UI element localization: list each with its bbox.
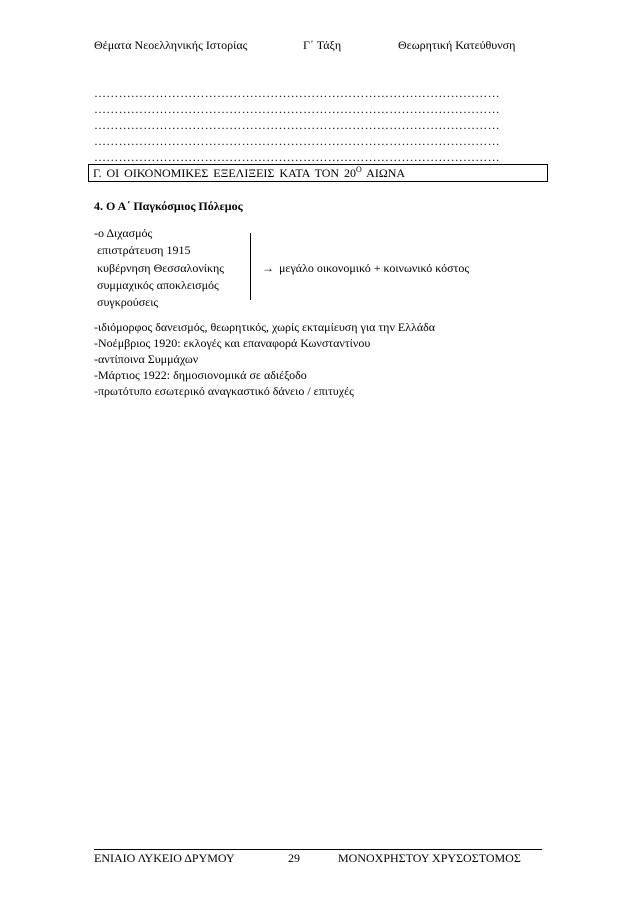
dotted-line: ……………………………………………………………………………………… <box>94 150 500 164</box>
bullet-item: -πρωτότυπο εσωτερικό αναγκαστικό δάνειο / επιτυχές <box>94 384 354 398</box>
bullet-item: -αντίποινα Συμμάχων <box>94 352 199 366</box>
cause-item: κυβέρνηση Θεσσαλονίκης <box>97 261 225 275</box>
dotted-line: ……………………………………………………………………………………… <box>94 118 500 132</box>
bullet-item: -ιδιόμορφος δανεισμός, θεωρητικός, χωρίς εκταμίευση για την Ελλάδα <box>94 320 436 334</box>
right-arrow-icon: → <box>262 261 274 275</box>
bullet-item: -Μάρτιος 1922: δημοσιονομικά σε αδιέξοδο <box>94 368 307 382</box>
footer-divider <box>94 849 542 850</box>
dotted-line: ……………………………………………………………………………………… <box>94 86 500 100</box>
cause-item: συγκρούσεις <box>97 295 159 309</box>
bracket-divider <box>250 233 251 300</box>
cause-item: -ο Διχασμός <box>94 226 153 240</box>
footer-school: ΕΝΙΑΙΟ ΛΥΚΕΙΟ ΔΡΥΜΟΥ <box>94 851 235 865</box>
header-course-title: Θέματα Νεοελληνικής Ιστορίας <box>94 38 248 52</box>
footer-page-number: 29 <box>288 851 300 865</box>
subheading: 4. Ο Α΄ Παγκόσμιος Πόλεμος <box>94 199 243 213</box>
header-grade: Γ΄ Τάξη <box>303 38 342 52</box>
section-title-superscript: Ο <box>356 165 362 174</box>
cause-item: επιστράτευση 1915 <box>97 243 191 257</box>
bullet-item: -Νοέμβριος 1920: εκλογές και επαναφορά Κωνσταντίνου <box>94 336 371 350</box>
footer-author: ΜΟΝΟΧΡΗΣΤΟΥ ΧΡΥΣΟΣΤΟΜΟΣ <box>338 851 521 865</box>
section-title-box <box>88 164 548 182</box>
dotted-line: ……………………………………………………………………………………… <box>94 134 500 148</box>
cause-item: συμμαχικός αποκλεισμός <box>97 278 219 292</box>
consequence-text: μεγάλο οικονομικό + κοινωνικό κόστος <box>279 261 470 275</box>
consequence <box>262 261 469 275</box>
section-title: Γ. ΟΙ ΟΙΚΟΝΟΜΙΚΕΣ ΕΞΕΛΙΞΕΙΣ ΚΑΤΑ ΤΟΝ 20 <box>93 166 357 180</box>
dotted-line: ……………………………………………………………………………………… <box>94 102 500 116</box>
section-title-tail: ΑΙΩΝΑ <box>361 166 406 180</box>
header-track: Θεωρητική Κατεύθυνση <box>398 38 516 52</box>
